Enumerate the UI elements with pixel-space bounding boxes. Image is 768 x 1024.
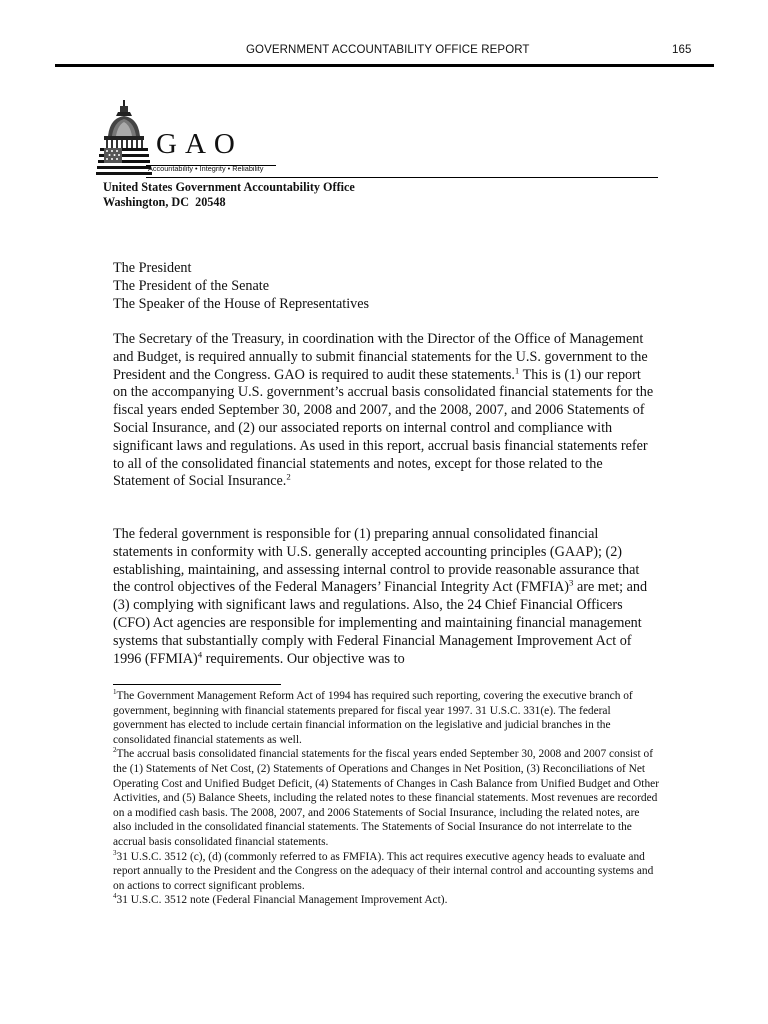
- footnote: [113, 689, 659, 747]
- address-line-1: United States Government Accountability Office: [103, 180, 355, 194]
- paragraph-text: requirements. Our objective was to: [202, 650, 405, 667]
- addressee: The President: [113, 260, 192, 276]
- footnote: [113, 893, 659, 908]
- paragraph-text: The Secretary of the Treasury, in coordination with the Director of the Office of Management and Budget, is required annually to submit financial statements for the U.S. government to the President and the Congress. GAO is required to audit these statements.: [113, 331, 648, 383]
- header-rule: [55, 64, 714, 67]
- address-line-2: Washington, DC 20548: [103, 195, 226, 209]
- running-header: [0, 44, 768, 62]
- addressee: The Speaker of the House of Representatives: [113, 295, 370, 312]
- gao-tagline: Accountability • Integrity • Reliability: [148, 164, 264, 173]
- gao-wordmark: GAO: [156, 128, 243, 160]
- gao-logo: [96, 98, 286, 180]
- footnote: [113, 850, 659, 894]
- addressee: The President of the Senate: [113, 277, 270, 294]
- letterhead-rule: [146, 177, 658, 178]
- footnote-text: The accrual basis consolidated financial statements for the fiscal years ended September 30, 2008 and 2007 consist of the (1) Statements of Net Cost, (2) Statements of Operations and Changes in Net Position, (3) Reconciliations of Net Operating Cost and Unified Budget Deficit, (4) Statements of Changes in Cash Balance from Unified Budget and Other Activities, and (5) Balance Sheets, including the related notes to these financial statements. Most revenues are recorded on a modified cash basis. The 2008, 2007, and 2006 Statements of Social Insurance, including the related notes, are also included in the consolidated financial statements. The Statements of Social Insurance do not interrelate to the accrual basis consolidated financial statements.: [113, 748, 659, 848]
- paragraph-text: are met; and (3) complying with significant laws and regulations. Also, the 24 Chief Financial Officers (CFO) Act agencies are responsible for implementing and maintaining financial management systems that substantially comply with Federal Financial Management Improvement Act of 1996 (FFMIA): [113, 579, 648, 667]
- report-title: GOVERNMENT ACCOUNTABILITY OFFICE REPORT: [246, 44, 530, 56]
- footnote-ref: 1: [514, 364, 520, 375]
- footnote-number: 2: [113, 746, 117, 755]
- footnote-number: 1: [113, 688, 117, 697]
- footnote-ref: 2: [286, 471, 291, 482]
- footnote-number: 4: [113, 892, 117, 901]
- page-number: 165: [672, 44, 692, 56]
- footnote-separator: [113, 684, 281, 685]
- footnote-text: 31 U.S.C. 3512 note (Federal Financial Management Improvement Act).: [116, 894, 448, 907]
- paragraph-intro: [113, 331, 658, 491]
- paragraph-text: This is (1) our report on the accompanying U.S. government’s accrual basis consolidated financial statements for the fiscal years ended September 30, 2008 and 2007, and the 2008, 2007, and 2006 Statements of Social Insurance, and (2) our associated reports on internal control and compliance with significant laws and regulations. As used in this report, accrual basis financial statements refer to all of the consolidated financial statements and notes, except for those related to the Statement of Social Insurance.: [113, 366, 654, 490]
- footnote: [113, 747, 659, 849]
- footnote-ref: 3: [568, 577, 574, 588]
- footnote-ref: 4: [197, 648, 203, 659]
- paragraph-text: The federal government is responsible for (1) preparing annual consolidated financial statements in conformity with U.S. generally accepted accounting principles (GAAP); (2) establishing, maintaining, and assessing internal control to provide reasonable assurance that the control objectives of the Federal Managers’ Financial Integrity Act (FMFIA): [113, 526, 640, 596]
- paragraph-responsibilities: [113, 526, 658, 668]
- sender-address: [103, 180, 355, 210]
- footnote-text: The Government Management Reform Act of 1994 has required such reporting, covering the executive branch of government, beginning with financial statements prepared for fiscal year 1997. 31 U.S.C. 331(e). The federal government has elected to include certain financial information on the legislative and judicial branches in the consolidated financial statements as well.: [113, 690, 633, 746]
- footnote-number: 3: [113, 848, 117, 857]
- addressee-list: [113, 260, 658, 313]
- footnote-text: 31 U.S.C. 3512 (c), (d) (commonly referred to as FMFIA). This act requires executive agency heads to evaluate and report annually to the President and the Congress on the adequacy of their internal control and accounting systems and on actions to correct significant problems.: [113, 850, 654, 892]
- footnotes: [113, 689, 659, 908]
